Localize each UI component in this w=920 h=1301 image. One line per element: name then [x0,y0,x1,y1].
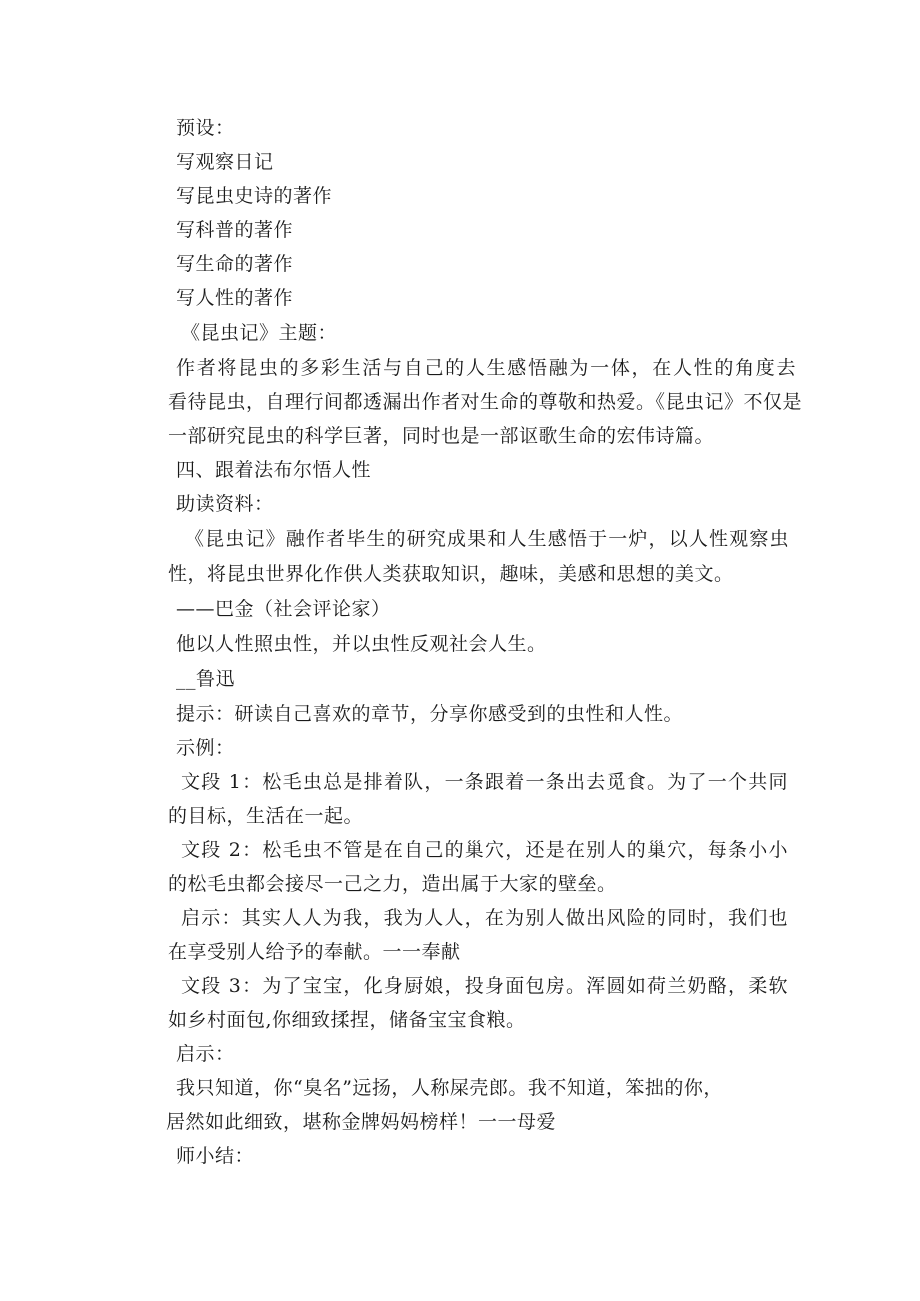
theme-paragraph-line-1: 作者将昆虫的多彩生活与自己的人生感悟融为一体，在人性的角度去 [176,357,796,379]
passage-3-line-1: 文段 3：为了宝宝，化身厨娘，投身面包房。浑圆如荷兰奶酪，柔软 [181,975,788,997]
quote-attribution-luxun: __鲁迅 [176,668,236,690]
insight-2-heading: 启示： [176,1043,235,1065]
preset-item-2: 写昆虫史诗的著作 [176,185,333,207]
passage-1-line-1: 文段 1：松毛虫总是排着队，一条跟着一条出去觅食。为了一个共同 [181,771,788,793]
insight-2-line-1: 我只知道，你“臭名”远扬，人称屎壳郎。我不知道，笨拙的你， [176,1077,723,1099]
passage-2-line-2: 的松毛虫都会接尽一己之力，造出属于大家的壁垒。 [168,873,617,895]
reading-material-heading: 助读资料： [176,493,274,515]
preset-item-5: 写人性的著作 [176,287,294,309]
preset-item-1: 写观察日记 [176,151,274,173]
theme-paragraph-line-2: 看待昆虫，自理行间都透漏出作者对生命的尊敬和热爱。《昆虫记》不仅是 [168,391,803,413]
hint-text: 提示：研读自己喜欢的章节，分享你感受到的虫性和人性。 [176,703,684,725]
preset-heading: 预设： [176,117,235,139]
quote-line-1: 《昆虫记》融作者毕生的研究成果和人生感悟于一炉，以人性观察虫 [185,528,789,550]
passage-1-line-2: 的目标，生活在一起。 [168,805,364,827]
theme-heading: 《昆虫记》主题： [181,322,338,344]
preset-item-3: 写科普的著作 [176,219,294,241]
quote-attribution-bajin: ——巴金（社会评论家） [176,598,391,620]
passage-3-line-2: 如乡村面包,你细致揉捏，储备宝宝食粮。 [168,1009,526,1031]
example-heading: 示例： [176,737,235,759]
teacher-summary-heading: 师小结： [176,1145,255,1167]
insight-1-line-1: 启示：其实人人为我，我为人人，在为别人做出风险的同时，我们也 [181,907,788,929]
insight-1-line-2: 在享受别人给予的奉献。一一奉献 [168,941,461,963]
quote-luxun: 他以人性照虫性，并以虫性反观社会人生。 [176,633,547,655]
quote-line-2: 性，将昆虫世界化作供人类获取知识，趣味，美感和思想的美文。 [168,563,734,585]
theme-paragraph-line-3: 一部研究昆虫的科学巨著，同时也是一部讴歌生命的宏伟诗篇。 [168,425,715,447]
insight-2-line-2: 居然如此细致，堪称金牌妈妈榜样！一一母爱 [166,1111,557,1133]
section-heading: 四、跟着法布尔悟人性 [176,459,372,481]
preset-item-4: 写生命的著作 [176,253,294,275]
passage-2-line-1: 文段 2：松毛虫不管是在自己的巢穴，还是在别人的巢穴，每条小小 [181,839,788,861]
